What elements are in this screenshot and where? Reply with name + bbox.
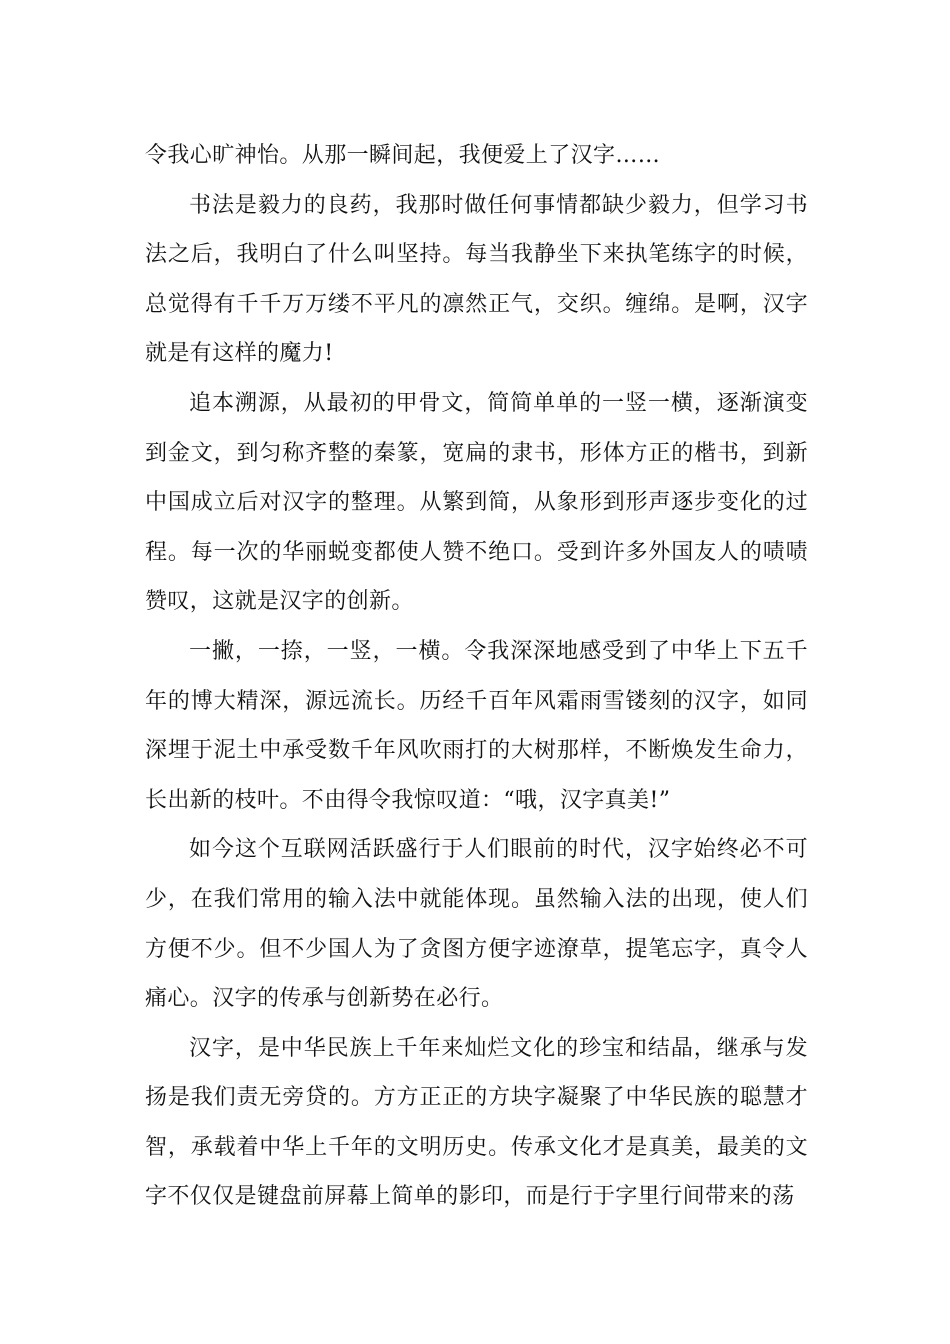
paragraph-2: 书法是毅力的良药，我那时做任何事情都缺少毅力，但学习书法之后，我明白了什么叫坚持。每当我静坐下来执笔练字的时候，总觉得有千千万万缕不平凡的凛然正气，交织。缠绵。是啊，汉字就是有这样的魔力! [145,192,808,367]
paragraph-6: 汉字，是中华民族上千年来灿烂文化的珍宝和结晶，继承与发扬是我们责无旁贷的。方方正正的方块字凝聚了中华民族的聪慧才智，承载着中华上千年的文明历史。传承文化才是真美，最美的文字不仅仅是键盘前屏幕上简单的影印，而是行于字里行间带来的荡 [145,1035,808,1210]
paragraph-1: 令我心旷神怡。从那一瞬间起，我便爱上了汉字…… [145,143,661,168]
paragraph-5: 如今这个互联网活跃盛行于人们眼前的时代，汉字始终必不可少，在我们常用的输入法中就能体现。虽然输入法的出现，使人们方便不少。但不少国人为了贪图方便字迹潦草，提笔忘字，真令人痛心。汉字的传承与创新势在必行。 [145,837,808,1012]
body-text [145,131,808,1222]
paragraph-4: 一撇，一捺，一竖，一横。令我深深地感受到了中华上下五千年的博大精深，源远流长。历经千百年风霜雨雪镂刻的汉字，如同深埋于泥土中承受数千年风吹雨打的大树那样，不断焕发生命力，长出新的枝叶。不由得令我惊叹道：“哦，汉字真美!” [145,638,808,813]
paragraph-3: 追本溯源，从最初的甲骨文，简简单单的一竖一横，逐渐演变到金文，到匀称齐整的秦篆，宽扁的隶书，形体方正的楷书，到新中国成立后对汉字的整理。从繁到简，从象形到形声逐步变化的过程。每一次的华丽蜕变都使人赞不绝口。受到许多外国友人的啧啧赞叹，这就是汉字的创新。 [145,390,808,615]
